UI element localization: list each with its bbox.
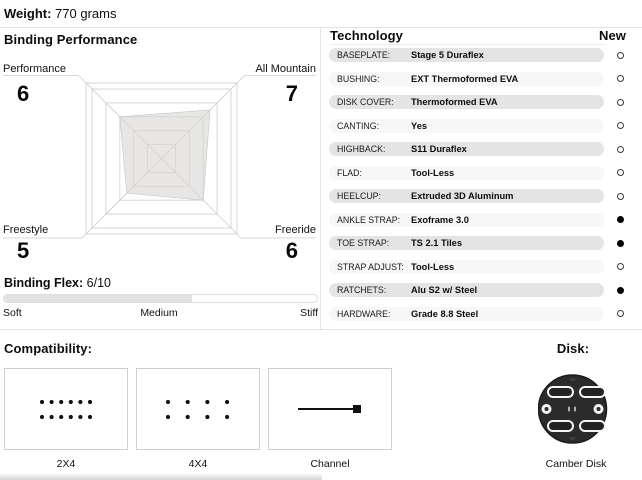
weight-line <box>4 6 116 21</box>
axis-label-freestyle: Freestyle <box>3 224 49 236</box>
new-indicator-empty-icon <box>617 169 624 176</box>
tech-row <box>329 283 627 297</box>
tech-row <box>329 307 627 321</box>
2x4-pattern-icon <box>40 400 92 419</box>
axis-value-freestyle: 5 <box>17 238 30 263</box>
tech-row-pill <box>329 72 604 86</box>
tech-row <box>329 189 627 203</box>
4x4-pattern-icon <box>166 400 229 419</box>
technology-divider <box>330 44 604 45</box>
tech-row-pill <box>329 283 604 297</box>
tech-row-label: DISK COVER: <box>337 97 394 107</box>
flex-scale-stiff: Stiff <box>300 307 318 319</box>
disk-label: Camber Disk <box>545 458 607 470</box>
tech-row <box>329 166 627 180</box>
new-column-header: New <box>598 28 626 43</box>
axis-value-all-mountain: 7 <box>285 81 298 106</box>
tech-row-pill <box>329 236 604 250</box>
tech-row <box>329 260 627 274</box>
tech-row-label: HARDWARE: <box>337 308 391 319</box>
tech-row-label: ANKLE STRAP: <box>337 214 401 225</box>
new-indicator-empty-icon <box>617 310 624 317</box>
tech-row-label: HEELCUP: <box>337 191 381 201</box>
axis-value-freeride: 6 <box>285 238 298 263</box>
technology-rows <box>329 48 627 330</box>
tech-row-value: Grade 8.8 Steel <box>411 308 479 319</box>
flex-bar-fill <box>4 295 192 302</box>
tech-row-label: FLAD: <box>337 167 362 178</box>
new-indicator-empty-icon <box>617 146 624 153</box>
tech-row-value: Yes <box>411 120 428 131</box>
tech-row-pill <box>329 119 604 133</box>
tech-row-value: EXT Thermoformed EVA <box>411 73 519 84</box>
flex-scale-soft: Soft <box>3 307 22 319</box>
tech-row <box>329 142 627 156</box>
new-indicator-filled-icon <box>617 287 624 294</box>
camber-disk-icon <box>538 374 608 444</box>
new-indicator-empty-icon <box>617 52 624 59</box>
column-divider <box>320 28 321 330</box>
tech-row-value: Thermoformed EVA <box>411 97 498 107</box>
compat-label-4x4: 4X4 <box>188 458 208 470</box>
disk-title: Disk: <box>556 341 590 356</box>
flex-scale-medium: Medium <box>140 307 178 319</box>
tech-row-value: Tool-Less <box>411 167 455 178</box>
weight-value: 770 grams <box>55 6 117 21</box>
technology-title: Technology <box>330 28 403 43</box>
tech-row-label: BASEPLATE: <box>337 50 391 60</box>
weight-label: Weight: <box>4 6 52 21</box>
tech-row-pill <box>329 307 604 321</box>
axis-value-performance: 6 <box>17 81 30 106</box>
tech-row-pill <box>329 48 604 62</box>
compat-label-2x4: 2X4 <box>56 458 76 470</box>
tech-row-value: Tool-Less <box>411 261 455 272</box>
binding-flex-label: Binding Flex: <box>4 276 84 290</box>
tech-row <box>329 48 627 62</box>
binding-flex-value: 6/10 <box>86 276 111 290</box>
compat-box-channel <box>268 368 392 450</box>
tech-row-label: CANTING: <box>337 120 380 131</box>
new-indicator-empty-icon <box>617 75 624 82</box>
tech-row <box>329 213 627 227</box>
tech-row-value: TS 2.1 Tiles <box>411 238 462 248</box>
tech-row-value: S11 Duraflex <box>411 144 467 154</box>
compat-label-channel: Channel <box>310 458 350 470</box>
tech-row-pill <box>329 189 604 203</box>
axis-label-all-mountain: All Mountain <box>255 63 316 75</box>
axis-label-freeride: Freeride <box>275 224 316 236</box>
channel-pattern-icon <box>298 404 362 414</box>
new-indicator-empty-icon <box>617 99 624 106</box>
tech-row-value: Stage 5 Duraflex <box>411 50 484 60</box>
tech-row-value: Alu S2 w/ Steel <box>411 285 478 295</box>
tech-row-label: RATCHETS: <box>337 285 387 295</box>
tech-row-pill <box>329 260 604 274</box>
tech-row-label: BUSHING: <box>337 73 380 84</box>
tech-row-pill <box>329 166 604 180</box>
new-indicator-filled-icon <box>617 216 624 223</box>
tech-row <box>329 119 627 133</box>
flex-bar <box>3 294 318 303</box>
tech-row-label: TOE STRAP: <box>337 238 390 248</box>
tech-row-value: Exoframe 3.0 <box>411 214 469 225</box>
tech-row-pill <box>329 95 604 109</box>
tech-row-pill <box>329 213 604 227</box>
tech-row <box>329 236 627 250</box>
tech-row-pill <box>329 142 604 156</box>
compat-box-2x4 <box>4 368 128 450</box>
tech-row-label: HIGHBACK: <box>337 144 386 154</box>
tech-row-label: STRAP ADJUST: <box>337 261 404 272</box>
tech-row <box>329 95 627 109</box>
new-indicator-filled-icon <box>617 240 624 247</box>
tech-row-value: Extruded 3D Aluminum <box>411 191 514 201</box>
new-indicator-empty-icon <box>617 263 624 270</box>
binding-performance-title: Binding Performance <box>4 32 138 47</box>
bottom-edge-shade <box>0 473 322 480</box>
compat-box-4x4 <box>136 368 260 450</box>
tech-row <box>329 72 627 86</box>
new-indicator-empty-icon <box>617 122 624 129</box>
binding-flex-title <box>4 276 111 290</box>
new-indicator-empty-icon <box>617 193 624 200</box>
axis-label-performance: Performance <box>3 63 66 75</box>
compatibility-title: Compatibility: <box>4 341 93 356</box>
